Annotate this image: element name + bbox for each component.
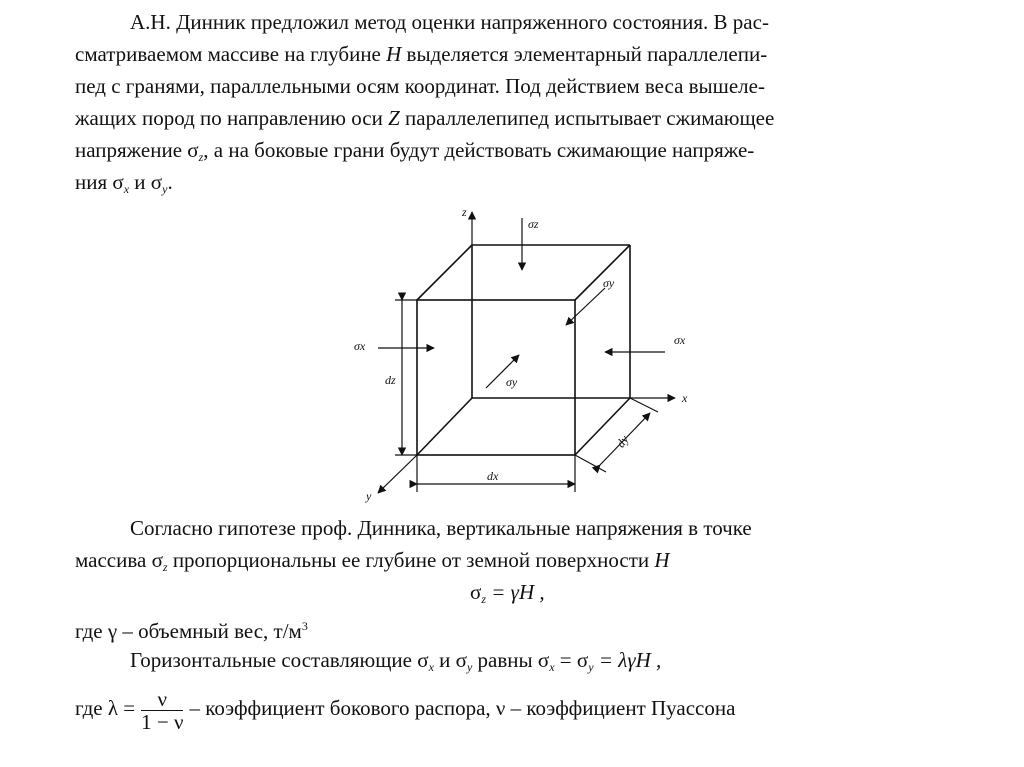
formula-sigma-z: $\sigma_z = \gamma H$ ,	[470, 580, 545, 606]
dx-label: dx	[487, 469, 499, 483]
sigma-z-label: σz	[528, 217, 539, 231]
axis-z-label: z	[462, 205, 467, 219]
text-line: сматриваемом массиве на глубине H выделяется элементарный параллелепи-	[75, 42, 768, 66]
paragraph-horizontal: Горизонтальные составляющие $\sigma_x$ и $\sigma_y$ равны $\sigma_x = \sigma_y = \lambda\gamma H$ ,	[130, 648, 662, 674]
dz-label: dz	[385, 373, 396, 387]
text-line: напряжение $\sigma_z$, а на боковые грани будут действовать сжимающие напряже-	[75, 138, 755, 164]
sigma-y-top-arrow	[566, 288, 605, 325]
paragraph-hypothesis-line2: массива $\sigma_z$ пропорциональны ее глубине от земной поверхности H	[75, 548, 670, 574]
sigma-x-right-label: σx	[674, 333, 686, 347]
sigma-y-inner-label: σy	[506, 375, 518, 389]
definition-lambda: где λ = $\frac{\nu}{1 - \nu}$ – коэффициент бокового распора, ν – коэффициент Пуассона	[75, 686, 736, 734]
text-line: ния $\sigma_x$ и $\sigma_y$.	[75, 170, 173, 196]
definition-gamma: где γ – объемный вес, $т/м^3$	[75, 619, 308, 643]
text-line: А.Н. Динник предложил метод оценки напряженного состояния. В рас-	[130, 10, 769, 34]
text-line: жащих пород по направлению оси Z параллелепипед испытывает сжимающее	[75, 106, 775, 130]
axis-x-label: x	[682, 391, 688, 405]
text-line: пед с гранями, параллельными осям координат. Под действием веса вышеле-	[75, 74, 765, 98]
sigma-x-left-label: σx	[354, 339, 366, 353]
fraction: $\frac{\nu}{1 - \nu}$	[141, 686, 184, 734]
y-axis	[378, 455, 417, 493]
axis-y-label: y	[366, 489, 372, 503]
dy-label: dy	[613, 432, 632, 451]
sigma-y-top-label: σy	[603, 276, 615, 290]
paragraph-hypothesis-line1: Согласно гипотезе проф. Динника, вертикальные напряжения в точке	[130, 516, 752, 540]
